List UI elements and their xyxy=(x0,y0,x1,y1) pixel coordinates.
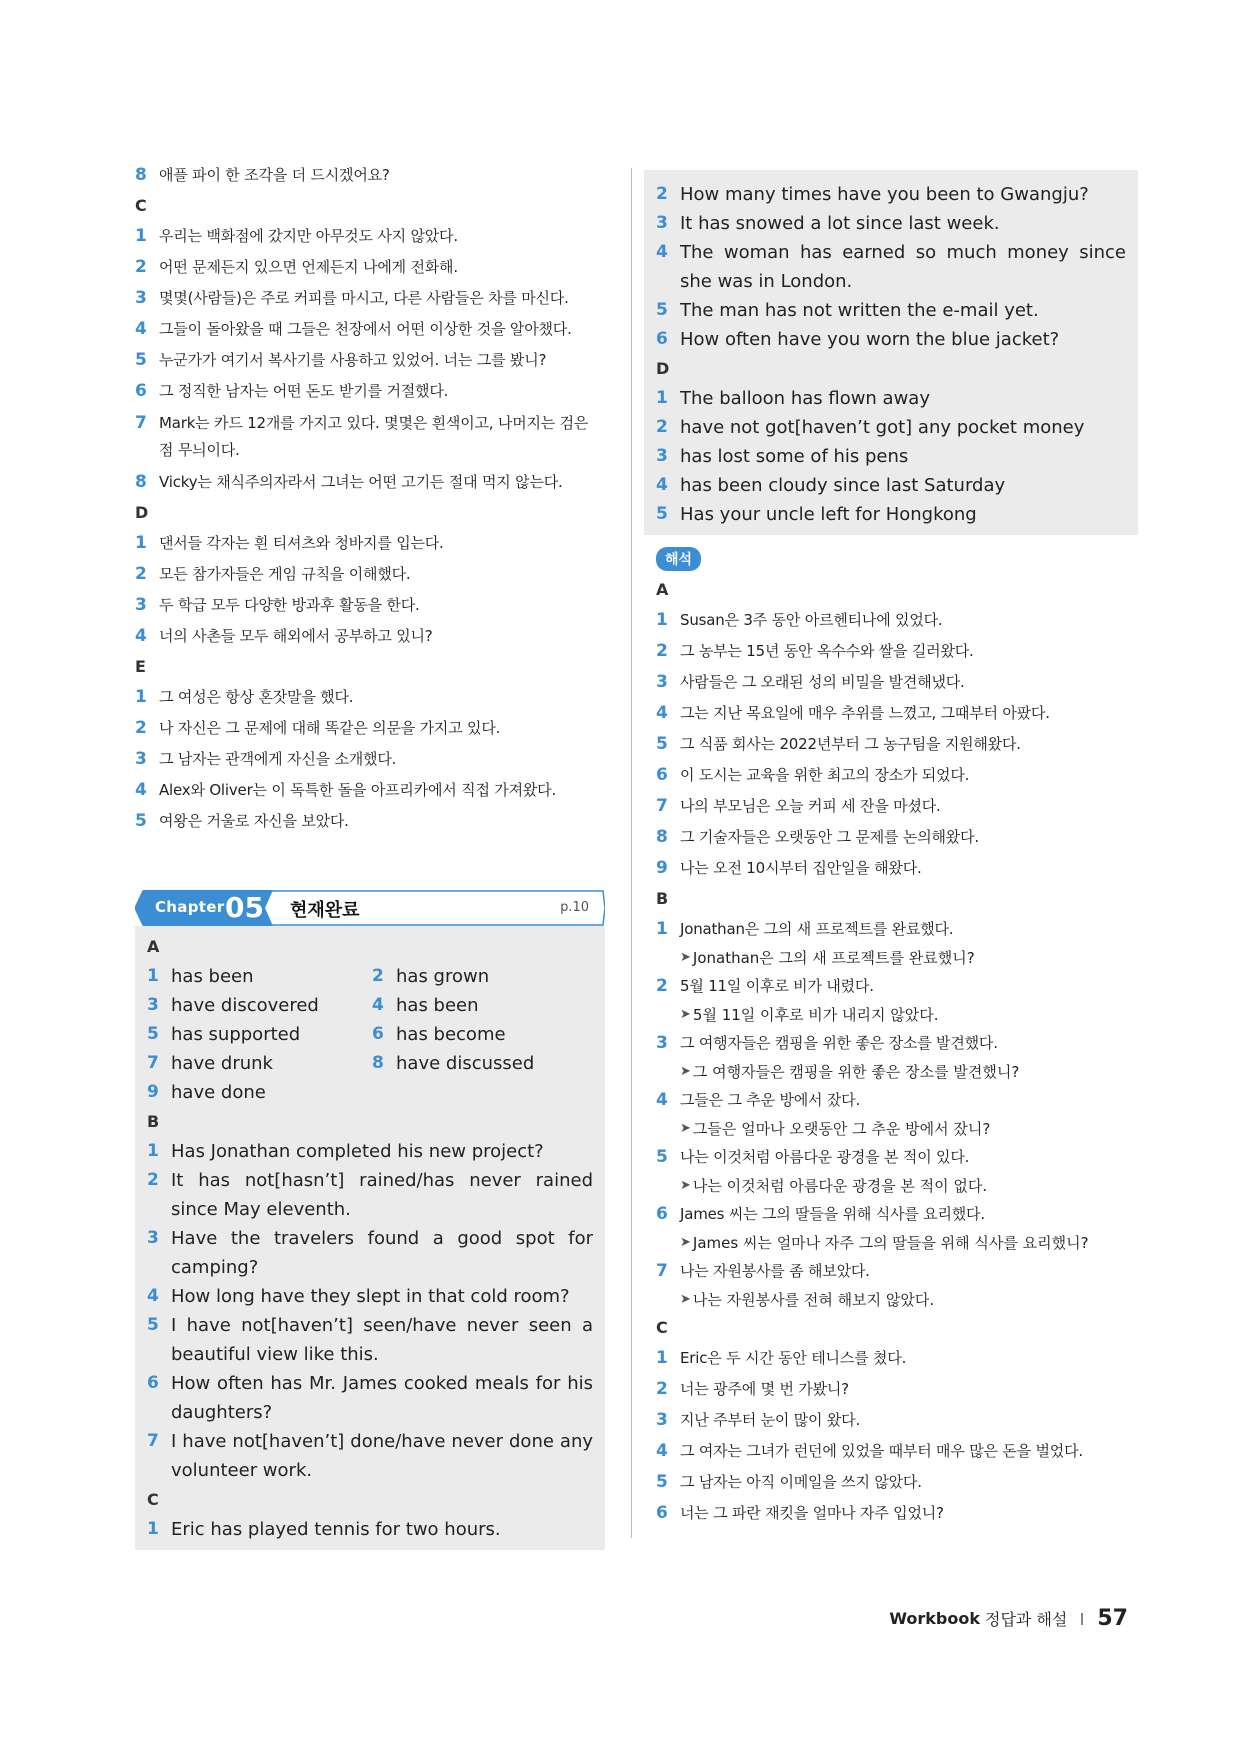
list-item: 9 have done xyxy=(147,1082,266,1103)
list-item: 9 나는 오전 10시부터 집안일을 해왔다. xyxy=(656,858,922,878)
list-item: 4 How long have they slept in that cold room? xyxy=(147,1286,570,1307)
column-divider xyxy=(631,168,632,1538)
list-item: 6 그 정직한 남자는 어떤 돈도 받기를 거절했다. xyxy=(135,381,449,401)
chapter-page-ref: p.10 xyxy=(560,900,589,915)
list-item: 7 나의 부모님은 오늘 커피 세 잔을 마셨다. xyxy=(656,796,941,816)
list-item: 2 have not got[haven’t got] any pocket money xyxy=(656,417,1085,438)
book-title: Workbook xyxy=(889,1609,980,1628)
right-column xyxy=(656,170,1126,1529)
list-item: 5 나는 이것처럼 아름다운 광경을 본 적이 있다. ➤ 나는 이것처럼 아름다운 광경을 본 적이 없다. xyxy=(656,1142,1126,1199)
book-subtitle: 정답과 해설 xyxy=(985,1610,1068,1629)
chapter-05-answers xyxy=(135,890,605,1550)
list-item: 2 How many times have you been to Gwangju? xyxy=(656,184,1089,205)
list-item: 2 나 자신은 그 문제에 대해 똑같은 의문을 가지고 있다. xyxy=(135,718,501,738)
list-item: 5 그 남자는 아직 이메일을 쓰지 않았다. xyxy=(656,1472,922,1492)
section-d-list xyxy=(135,528,605,652)
list-item: 1 댄서들 각자는 흰 티셔츠와 청바지를 입는다. xyxy=(135,533,444,553)
list-item: 2 It has not[hasn’t] rained/has never rained since May eleventh. xyxy=(147,1170,593,1220)
left-column xyxy=(135,160,605,837)
translation-c-list xyxy=(656,1343,1126,1529)
list-item: 6 James 씨는 그의 딸들을 위해 식사를 요리했다. ➤ James 씨는 얼마나 자주 그의 딸들을 위해 식사를 요리했니? xyxy=(656,1199,1126,1256)
chapter-label: Chapter xyxy=(155,898,225,916)
list-item: 5 누군가가 여기서 복사기를 사용하고 있었어. 너는 그를 봤니? xyxy=(135,350,547,370)
list-item: 3 두 학급 모두 다양한 방과후 활동을 한다. xyxy=(135,595,420,615)
list-item: 7 I have not[haven’t] done/have never done any volunteer work. xyxy=(147,1431,593,1481)
list-item: 8 have discussed xyxy=(372,1053,535,1074)
list-item: 6 How often have you worn the blue jacket? xyxy=(656,329,1060,350)
arrow-right-icon: ➤ xyxy=(680,1178,691,1193)
list-item: 8 그 기술자들은 오랫동안 그 문제를 논의해왔다. xyxy=(656,827,979,847)
list-item: 1 Eric은 두 시간 동안 테니스를 쳤다. xyxy=(656,1348,907,1368)
section-label-a: A xyxy=(656,580,669,599)
list-item: 3 지난 주부터 눈이 많이 왔다. xyxy=(656,1410,861,1430)
list-item: 3 has lost some of his pens xyxy=(656,446,909,467)
section-c-list xyxy=(135,221,605,498)
list-item: 1 Has Jonathan completed his new project? xyxy=(147,1141,544,1162)
list-item: 6 이 도시는 교육을 위한 최고의 장소가 되었다. xyxy=(656,765,970,785)
list-item: 5 Has your uncle left for Hongkong xyxy=(656,504,977,525)
arrow-right-icon: ➤ xyxy=(680,1121,691,1136)
list-item: 4 그는 지난 목요일에 매우 추위를 느꼈고, 그때부터 아팠다. xyxy=(656,703,1050,723)
list-item: 4 그들은 그 추운 방에서 잤다. ➤ 그들은 얼마나 오랫동안 그 추운 방에서 잤니? xyxy=(656,1085,1126,1142)
list-item: 1 Eric has played tennis for two hours. xyxy=(147,1519,501,1540)
list-item: 3 그 여행자들은 캠핑을 위한 좋은 장소를 발견했다. ➤ 그 여행자들은 캠핑을 위한 좋은 장소를 발견했니? xyxy=(656,1028,1126,1085)
list-item: 5 여왕은 거울로 자신을 보았다. xyxy=(135,811,349,831)
section-label-c: C xyxy=(135,196,147,215)
list-item: 7 have drunk xyxy=(147,1053,273,1074)
continued-answers-box xyxy=(644,170,1138,535)
list-item: 2 그 농부는 15년 동안 옥수수와 쌀을 길러왔다. xyxy=(656,641,974,661)
list-item: 6 has become xyxy=(372,1024,506,1045)
list-item: 8 애플 파이 한 조각을 더 드시겠어요? xyxy=(135,165,390,185)
chapter-body xyxy=(135,926,605,1550)
list-item: 2 5월 11일 이후로 비가 내렸다. ➤ 5월 11일 이후로 비가 내리지 않았다. xyxy=(656,971,1126,1028)
list-item: 7 Mark는 카드 12개를 가지고 있다. 몇몇은 흰색이고, 나머지는 검은 점 무늬이다. xyxy=(135,413,589,459)
section-label-b: B xyxy=(656,889,669,908)
list-item: 2 어떤 문제든지 있으면 언제든지 나에게 전화해. xyxy=(135,257,458,277)
page-number: 57 xyxy=(1097,1606,1128,1631)
translation-a-list xyxy=(656,605,1126,884)
list-item: 4 has been cloudy since last Saturday xyxy=(656,475,1006,496)
list-item: 2 모든 참가자들은 게임 규칙을 이해했다. xyxy=(135,564,411,584)
translation-b-list xyxy=(656,914,1126,1313)
arrow-right-icon: ➤ xyxy=(680,1064,691,1079)
list-item: 4 Alex와 Oliver는 이 독특한 돌을 아프리카에서 직접 가져왔다. xyxy=(135,780,557,800)
list-item: 2 has grown xyxy=(372,966,490,987)
list-item: 1 The balloon has flown away xyxy=(656,388,930,409)
list-item: 4 그들이 돌아왔을 때 그들은 천장에서 어떤 이상한 것을 알아챘다. xyxy=(135,319,572,339)
list-item: 1 Susan은 3주 동안 아르헨티나에 있었다. xyxy=(656,610,943,630)
list-item: 5 그 식품 회사는 2022년부터 그 농구팀을 지원해왔다. xyxy=(656,734,1021,754)
list-item: 6 How often has Mr. James cooked meals for his daughters? xyxy=(147,1373,593,1423)
arrow-right-icon: ➤ xyxy=(680,950,691,965)
arrow-right-icon: ➤ xyxy=(680,1235,691,1250)
chapter-number: 05 xyxy=(225,891,264,924)
list-item: 5 The man has not written the e-mail yet. xyxy=(656,300,1039,321)
section-b-list xyxy=(147,1137,593,1485)
section-label-d: D xyxy=(656,359,670,378)
section-label-e: E xyxy=(135,657,146,676)
section-e-list xyxy=(135,682,605,837)
arrow-right-icon: ➤ xyxy=(680,1007,691,1022)
chapter-header xyxy=(135,890,605,926)
list-item: 4 너의 사촌들 모두 해외에서 공부하고 있니? xyxy=(135,626,433,646)
list-item: 1 그 여성은 항상 혼잣말을 했다. xyxy=(135,687,354,707)
list-item: 4 그 여자는 그녀가 런던에 있었을 때부터 매우 많은 돈을 벌었다. xyxy=(656,1441,1083,1461)
list-item: 5 has supported xyxy=(147,1024,301,1045)
arrow-right-icon: ➤ xyxy=(680,1292,691,1307)
list-item: 8 Vicky는 채식주의자라서 그녀는 어떤 고기든 절대 먹지 않는다. xyxy=(135,472,563,492)
list-item: 5 I have not[haven’t] seen/have never seen a beautiful view like this. xyxy=(147,1315,593,1365)
section-label-d: D xyxy=(135,503,149,522)
list-item: 2 너는 광주에 몇 번 가봤니? xyxy=(656,1379,849,1399)
list-item: 3 have discovered xyxy=(147,995,319,1016)
list-item: 3 Have the travelers found a good spot for camping? xyxy=(147,1228,593,1278)
section-label-c: C xyxy=(656,1318,668,1337)
list-item: 4 The woman has earned so much money since she was in London. xyxy=(656,242,1126,292)
translation-badge: 해석 xyxy=(656,547,701,571)
chapter-title: 현재완료 xyxy=(290,900,360,921)
list-item: 3 It has snowed a lot since last week. xyxy=(656,213,1000,234)
section-label-c: C xyxy=(147,1490,159,1509)
list-item: 3 사람들은 그 오래된 성의 비밀을 발견해냈다. xyxy=(656,672,965,692)
footer-separator xyxy=(1081,1613,1083,1625)
section-a-grid xyxy=(147,962,593,1107)
section-label-b: B xyxy=(147,1112,160,1131)
list-item: 1 Jonathan은 그의 새 프로젝트를 완료했다. ➤ Jonathan은 그의 새 프로젝트를 완료했니? xyxy=(656,914,1126,971)
list-item: 3 몇몇(사람들)은 주로 커피를 마시고, 다른 사람들은 차를 마신다. xyxy=(135,288,569,308)
list-item: 3 그 남자는 관객에게 자신을 소개했다. xyxy=(135,749,397,769)
page-footer xyxy=(889,1606,1128,1631)
section-label-a: A xyxy=(147,937,160,956)
list-item: 7 나는 자원봉사를 좀 해보았다. ➤ 나는 자원봉사를 전혀 해보지 않았다. xyxy=(656,1256,1126,1313)
list-item: 6 너는 그 파란 재킷을 얼마나 자주 입었니? xyxy=(656,1503,944,1523)
list-item: 1 has been xyxy=(147,966,254,987)
list-item: 1 우리는 백화점에 갔지만 아무것도 사지 않았다. xyxy=(135,226,458,246)
list-item: 4 has been xyxy=(372,995,479,1016)
